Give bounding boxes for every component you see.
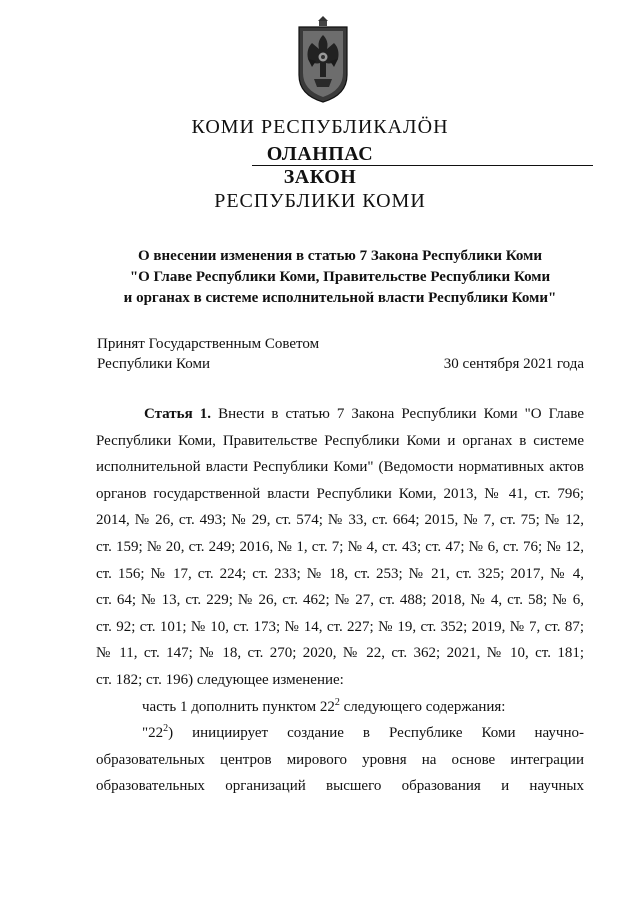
article-line: ст. 64; № 13, ст. 229; № 26, ст. 462; № 27, ст. 488; 2018, № 4, ст. 58; № 6,	[96, 592, 584, 609]
header-komi-title: КОМИ РЕСПУБЛИКАЛӦН	[191, 116, 449, 138]
article-line: исполнительной власти Республики Коми" (Ведомости нормативных актов	[96, 459, 584, 476]
quote-superscript: 2	[163, 723, 169, 735]
header-zakon: ЗАКОН	[283, 166, 357, 188]
part-superscript: 2	[334, 696, 340, 708]
part-amendment-line	[96, 694, 584, 721]
quote-open: "22	[142, 725, 164, 742]
law-title-line: О внесении изменения в статью 7 Закона Республики Коми	[138, 248, 542, 264]
article-line	[96, 401, 584, 428]
quote-line: образовательных центров мирового уровня на основе интеграции	[96, 751, 584, 768]
article-label: Статья 1.	[144, 406, 212, 422]
quote-rest: ) инициирует создание в Республике Коми научно-	[168, 725, 584, 742]
article-1-body	[96, 401, 584, 800]
part-text-before: часть 1 дополнить пунктом 22	[142, 698, 335, 715]
law-title-line: и органах в системе исполнительной власти Республики Коми"	[123, 290, 557, 306]
adopted-line-2: Республики Коми	[97, 356, 210, 372]
part-text-after: следующего содержания:	[339, 698, 506, 715]
article-line: № 11, ст. 147; № 18, ст. 270; 2020, № 22, ст. 362; 2021, № 10, ст. 181;	[96, 645, 584, 662]
coat-of-arms-emblem	[296, 15, 350, 103]
quote-line	[96, 720, 584, 747]
article-line: органов государственной власти Республики Коми, 2013, № 41, ст. 796;	[96, 485, 584, 502]
adopted-line-1: Принят Государственным Советом	[97, 336, 320, 352]
adopted-date: 30 сентября 2021 года	[443, 356, 584, 372]
article-line: ст. 159; № 20, ст. 249; 2016, № 1, ст. 7; № 4, ст. 43; ст. 47; № 6, ст. 76; № 12,	[96, 538, 584, 555]
article-line: Республики Коми, Правительстве Республики Коми и органах в системе	[96, 432, 584, 449]
law-title-line: "О Главе Республики Коми, Правительстве Республики Коми	[129, 269, 551, 285]
article-text: Внести в статью 7 Закона Республики Коми "О Главе	[218, 406, 584, 422]
article-line: ст. 156; № 17, ст. 224; ст. 233; № 18, ст. 253; № 21, ст. 325; 2017, № 4,	[96, 565, 584, 582]
header-respubliki: РЕСПУБЛИКИ КОМИ	[214, 190, 426, 212]
article-line: 2014, № 26, ст. 493; № 29, ст. 574; № 33, ст. 664; 2015, № 7, ст. 75; № 12,	[96, 512, 584, 529]
article-line: ст. 92; ст. 101; № 10, ст. 173; № 14, ст. 227; № 19, ст. 352; 2019, № 7, ст. 87;	[96, 618, 584, 635]
law-title	[0, 246, 640, 309]
header-olanpas: ОЛАНПАС	[266, 143, 374, 165]
article-line: ст. 182; ст. 196) следующее изменение:	[96, 671, 344, 688]
quote-line: образовательных организаций высшего образования и научных	[96, 778, 584, 795]
adopted-by	[97, 334, 319, 374]
